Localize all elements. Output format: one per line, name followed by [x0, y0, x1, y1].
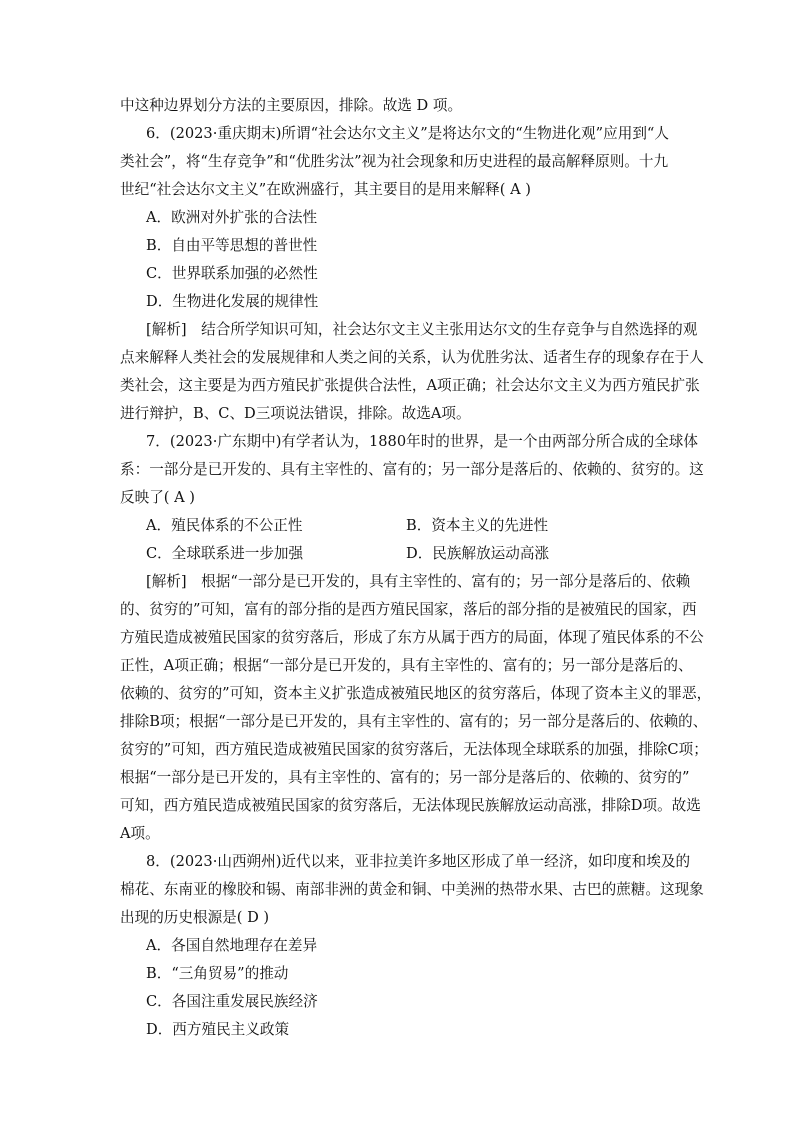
analysis-6: [解析] 结合所学知识可知，社会达尔文主义主张用达尔文的生存竞争与自然选择的观 [146, 321, 698, 338]
text-line: 反映了( A ) [120, 489, 195, 506]
text-line: 点来解释人类社会的发展规律和人类之间的关系，认为优胜劣汰、适者生存的现象存在于人 [120, 349, 704, 366]
question-6-stem: 6．(2023·重庆期末)所谓“社会达尔文主义”是将达尔文的“生物进化观”应用到“人 [146, 125, 669, 142]
text-line: 类社会”，将“生存竞争”和“优胜劣汰”视为社会现象和历史进程的最高解释原则。十九 [120, 153, 669, 170]
analysis-7: [解析] 根据“一部分是已开发的，具有主宰性的、富有的；另一部分是落后的、依赖 [146, 573, 691, 590]
text-line: 系：一部分是已开发的、具有主宰性的、富有的；另一部分是落后的、依赖的、贫穷的。这 [120, 461, 704, 478]
text-line: 根据“一部分是已开发的，具有主宰性的、富有的；另一部分是落后的、依赖的、贫穷的” [120, 769, 690, 786]
text-line: 的、贫穷的”可知，富有的部分指的是西方殖民国家，落后的部分指的是被殖民的国家，西 [120, 601, 697, 618]
option-b: B．自由平等思想的普世性 [146, 237, 318, 254]
option-c: C．世界联系加强的必然性 [146, 265, 318, 282]
text-line: 进行辩护，B、C、D三项说法错误，排除。故选A项。 [120, 405, 471, 422]
option-d: D．西方殖民主义政策 [146, 1021, 290, 1038]
option-a: A．欧洲对外扩张的合法性 [146, 209, 318, 226]
option-a: A．殖民体系的不公正性 [146, 517, 303, 534]
text-line: 出现的历史根源是( D ) [120, 909, 270, 926]
text-line: 方殖民造成被殖民国家的贫穷落后，形成了东方从属于西方的局面，体现了殖民体系的不公 [120, 629, 704, 646]
option-c: C．各国注重发展民族经济 [146, 993, 318, 1010]
text-line: 正性，A项正确；根据“一部分是已开发的，具有主宰性的、富有的；另一部分是落后的、 [120, 657, 693, 674]
option-b: B．“三角贸易”的推动 [146, 965, 289, 982]
option-d: D．生物进化发展的规律性 [146, 293, 319, 310]
text-line: 棉花、东南亚的橡胶和锡、南部非洲的黄金和铜、中美洲的热带水果、古巴的蔗糖。这现象 [120, 881, 704, 898]
option-d: D．民族解放运动高涨 [406, 545, 550, 562]
text-line: 中这种边界划分方法的主要原因，排除。故选 D 项。 [120, 97, 463, 114]
text-line: 世纪“社会达尔文主义”在欧洲盛行，其主要目的是用来解释( A ) [120, 181, 531, 198]
question-8-stem: 8．(2023·山西朔州)近代以来，亚非拉美许多地区形成了单一经济，如印度和埃及的 [146, 853, 691, 870]
option-b: B．资本主义的先进性 [406, 517, 549, 534]
text-line: 贫穷的”可知，西方殖民造成被殖民国家的贫穷落后，无法体现全球联系的加强，排除C项； [120, 741, 708, 758]
text-line: 依赖的、贫穷的”可知，资本主义扩张造成被殖民地区的贫穷落后，体现了资本主义的罪恶， [120, 685, 712, 702]
text-line: 类社会，这主要是为西方殖民扩张提供合法性，A项正确；社会达尔文主义为西方殖民扩张 [120, 377, 700, 394]
text-line: A项。 [120, 825, 160, 842]
text-line: 可知，西方殖民造成被殖民国家的贫穷落后，无法体现民族解放运动高涨，排除D项。故选 [120, 797, 701, 814]
option-a: A．各国自然地理存在差异 [146, 937, 318, 954]
question-7-stem: 7．(2023·广东期中)有学者认为，1880年时的世界，是一个由两部分所合成的全球体 [146, 433, 698, 450]
option-c: C．全球联系进一步加强 [146, 545, 304, 562]
text-line: 排除B项；根据“一部分是已开发的，具有主宰性的、富有的；另一部分是落后的、依赖的、 [120, 713, 708, 730]
